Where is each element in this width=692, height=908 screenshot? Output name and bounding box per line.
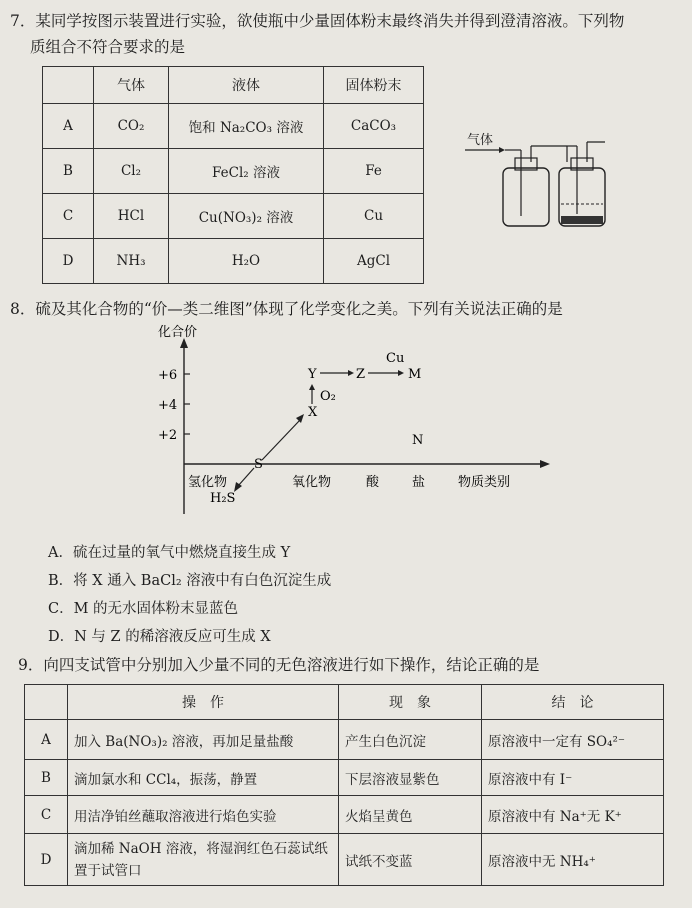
header-cell: 固体粉末	[324, 67, 424, 104]
cell: 用洁净铂丝蘸取溶液进行焰色实验	[68, 796, 339, 834]
point-h2s: H₂S	[210, 491, 236, 506]
cell: FeCl₂ 溶液	[169, 149, 324, 194]
cell: 原溶液中有 Na⁺无 K⁺	[482, 796, 664, 834]
table-row	[43, 149, 424, 194]
cell: NH₃	[94, 239, 169, 284]
cell: Cl₂	[94, 149, 169, 194]
cell: D	[43, 239, 94, 284]
point-m: M	[408, 367, 422, 382]
table-row	[25, 760, 664, 796]
point-x: X	[308, 405, 318, 420]
cell: B	[25, 760, 68, 796]
cell: CO₂	[94, 104, 169, 149]
table-row	[43, 194, 424, 239]
cell: 滴加稀 NaOH 溶液，将湿润红色石蕊试纸置于试管口	[68, 834, 339, 886]
cell: C	[43, 194, 94, 239]
cell: 下层溶液显紫色	[339, 760, 482, 796]
table-row	[25, 796, 664, 834]
x-axis-label: 物质类别	[458, 475, 511, 490]
table-row	[25, 720, 664, 760]
cell: 试纸不变蓝	[339, 834, 482, 886]
cell: 滴加氯水和 CCl₄，振荡，静置	[68, 760, 339, 796]
y-tick-label: +2	[158, 428, 178, 443]
q7-title-line1: 7．某同学按图示装置进行实验，欲使瓶中少量固体粉末最终消失并得到澄清溶液。下列物	[10, 12, 625, 30]
cell: 火焰呈黄色	[339, 796, 482, 834]
q9-title: 9．向四支试管中分别加入少量不同的无色溶液进行如下操作，结论正确的是	[18, 656, 540, 674]
y-tick-label: +6	[158, 368, 178, 383]
cell: B	[43, 149, 94, 194]
header-cell: 气体	[94, 67, 169, 104]
cell: AgCl	[324, 239, 424, 284]
header-cell: 现 象	[339, 685, 482, 720]
q7-title-line2: 质组合不符合要求的是	[30, 38, 186, 56]
cell: HCl	[94, 194, 169, 239]
y-axis-label: 化合价	[158, 325, 198, 340]
table-row	[43, 104, 424, 149]
cu-label: Cu	[386, 351, 405, 366]
cell: D	[25, 834, 68, 886]
category-label: 氧化物	[292, 475, 332, 490]
cell: A	[25, 720, 68, 760]
y-tick-label: +4	[158, 398, 178, 413]
point-y: Y	[308, 367, 317, 382]
q8-option-d: D．N 与 Z 的稀溶液反应可生成 X	[48, 629, 271, 645]
cell: C	[25, 796, 68, 834]
cell: Cu	[324, 194, 424, 239]
header-cell: 液体	[169, 67, 324, 104]
q8-title: 8．硫及其化合物的“价—类二维图”体现了化学变化之美。下列有关说法正确的是	[10, 300, 563, 318]
table-row	[25, 834, 664, 886]
q9-table	[24, 684, 664, 886]
cell: 原溶液中一定有 SO₄²⁻	[482, 720, 664, 760]
cell: Fe	[324, 149, 424, 194]
q7-table	[42, 66, 424, 284]
point-n: N	[412, 433, 424, 448]
cell: CaCO₃	[324, 104, 424, 149]
table-header-row	[43, 67, 424, 104]
table-header-row	[25, 685, 664, 720]
apparatus-gas-label: 气体	[467, 133, 494, 148]
header-cell	[25, 685, 68, 720]
cell: 原溶液中无 NH₄⁺	[482, 834, 664, 886]
cell: 加入 Ba(NO₃)₂ 溶液，再加足量盐酸	[68, 720, 339, 760]
valence-category-diagram	[150, 322, 550, 534]
category-label: 氢化物	[188, 475, 228, 490]
cell: H₂O	[169, 239, 324, 284]
header-cell: 结 论	[482, 685, 664, 720]
q8-option-b: B．将 X 通入 BaCl₂ 溶液中有白色沉淀生成	[48, 573, 332, 589]
header-cell: 操 作	[68, 685, 339, 720]
cell: 饱和 Na₂CO₃ 溶液	[169, 104, 324, 149]
cell: 原溶液中有 I⁻	[482, 760, 664, 796]
gas-bottle-apparatus	[455, 118, 625, 238]
point-s: S	[254, 457, 263, 472]
table-row	[43, 239, 424, 284]
cell: A	[43, 104, 94, 149]
q8-option-c: C．M 的无水固体粉末显蓝色	[48, 601, 239, 617]
q8-option-a: A．硫在过量的氧气中燃烧直接生成 Y	[48, 545, 291, 561]
cell: 产生白色沉淀	[339, 720, 482, 760]
category-label: 酸	[366, 475, 380, 490]
header-cell	[43, 67, 94, 104]
category-label: 盐	[412, 475, 426, 490]
point-z: Z	[356, 367, 366, 382]
cell: Cu(NO₃)₂ 溶液	[169, 194, 324, 239]
o2-label: O₂	[320, 389, 336, 404]
